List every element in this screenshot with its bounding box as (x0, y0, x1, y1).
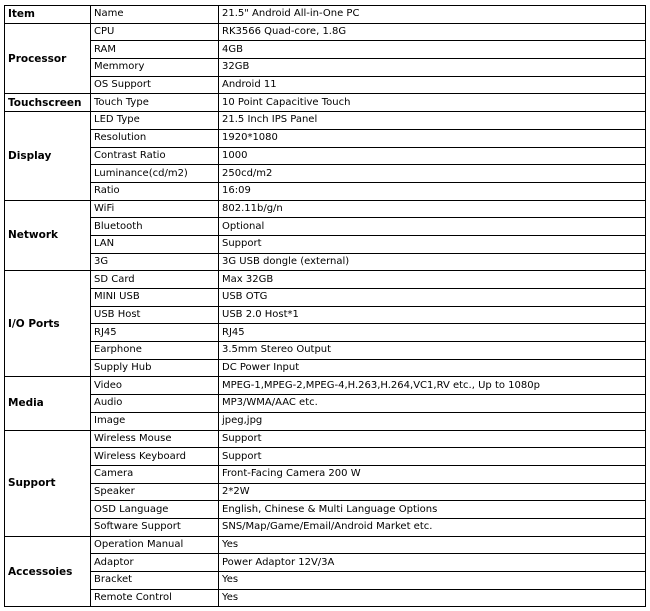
spec-label-cell: 3G (91, 253, 219, 271)
spec-label-cell: Image (91, 412, 219, 430)
table-row (5, 76, 646, 94)
spec-value-cell: 4GB (219, 41, 646, 59)
spec-value-cell: RK3566 Quad-core, 1.8G (219, 23, 646, 41)
table-row (5, 235, 646, 253)
spec-value-cell: 21.5 Inch IPS Panel (219, 112, 646, 130)
spec-label-cell: Operation Manual (91, 536, 219, 554)
spec-value-cell: Yes (219, 572, 646, 590)
spec-label-cell: Bracket (91, 572, 219, 590)
spec-value-cell: MPEG-1,MPEG-2,MPEG-4,H.263,H.264,VC1,RV etc., Up to 1080p (219, 377, 646, 395)
table-row (5, 412, 646, 430)
spec-value-cell: RJ45 (219, 324, 646, 342)
table-row (5, 23, 646, 41)
spec-value-cell: MP3/WMA/AAC etc. (219, 395, 646, 413)
table-row (5, 377, 646, 395)
spec-value-cell: 250cd/m2 (219, 165, 646, 183)
spec-label-cell: Speaker (91, 483, 219, 501)
group-name-cell: Touchscreen (5, 94, 91, 112)
group-name-cell: Accessoies (5, 536, 91, 607)
table-row (5, 483, 646, 501)
spec-label-cell: Bluetooth (91, 218, 219, 236)
table-row (5, 59, 646, 77)
spec-value-cell: USB OTG (219, 289, 646, 307)
group-name-cell: Support (5, 430, 91, 536)
spec-label-cell: Supply Hub (91, 359, 219, 377)
spec-label-cell: RAM (91, 41, 219, 59)
table-row (5, 342, 646, 360)
spec-value-cell: 16:09 (219, 182, 646, 200)
table-row (5, 112, 646, 130)
spec-value-cell: jpeg,jpg (219, 412, 646, 430)
spec-value-cell: 2*2W (219, 483, 646, 501)
spec-value-cell: 1920*1080 (219, 129, 646, 147)
spec-value-cell: Front-Facing Camera 200 W (219, 465, 646, 483)
spec-value-cell: 10 Point Capacitive Touch (219, 94, 646, 112)
table-row (5, 306, 646, 324)
spec-label-cell: OSD Language (91, 501, 219, 519)
table-row (5, 448, 646, 466)
spec-label-cell: Video (91, 377, 219, 395)
table-row (5, 129, 646, 147)
table-row (5, 165, 646, 183)
spec-label-cell: Contrast Ratio (91, 147, 219, 165)
table-row (5, 147, 646, 165)
spec-label-cell: Wireless Mouse (91, 430, 219, 448)
name-label-cell: Name (91, 6, 219, 24)
table-row (5, 41, 646, 59)
spec-value-cell: Support (219, 235, 646, 253)
header-row (5, 6, 646, 24)
table-row (5, 218, 646, 236)
spec-value-cell: 3G USB dongle (external) (219, 253, 646, 271)
spec-value-cell: Android 11 (219, 76, 646, 94)
group-name-cell: Media (5, 377, 91, 430)
table-row (5, 518, 646, 536)
spec-value-cell: English, Chinese & Multi Language Options (219, 501, 646, 519)
spec-value-cell: 32GB (219, 59, 646, 77)
table-row (5, 271, 646, 289)
table-row (5, 359, 646, 377)
spec-label-cell: MINI USB (91, 289, 219, 307)
spec-value-cell: Max 32GB (219, 271, 646, 289)
group-name-cell: Network (5, 200, 91, 271)
spec-value-cell: Power Adaptor 12V/3A (219, 554, 646, 572)
table-row (5, 182, 646, 200)
spec-table-body (5, 6, 646, 607)
spec-value-cell: USB 2.0 Host*1 (219, 306, 646, 324)
spec-label-cell: Ratio (91, 182, 219, 200)
spec-value-cell: Yes (219, 589, 646, 607)
spec-label-cell: Memmory (91, 59, 219, 77)
table-row (5, 253, 646, 271)
spec-label-cell: Resolution (91, 129, 219, 147)
spec-label-cell: LED Type (91, 112, 219, 130)
spec-label-cell: Earphone (91, 342, 219, 360)
spec-table (4, 5, 646, 607)
spec-label-cell: Touch Type (91, 94, 219, 112)
spec-value-cell: Optional (219, 218, 646, 236)
table-row (5, 589, 646, 607)
table-row (5, 324, 646, 342)
spec-value-cell: SNS/Map/Game/Email/Android Market etc. (219, 518, 646, 536)
spec-value-cell: 3.5mm Stereo Output (219, 342, 646, 360)
group-name-cell: Processor (5, 23, 91, 94)
spec-label-cell: WiFi (91, 200, 219, 218)
table-row (5, 430, 646, 448)
spec-value-cell: Support (219, 430, 646, 448)
spec-label-cell: Software Support (91, 518, 219, 536)
spec-label-cell: Adaptor (91, 554, 219, 572)
spec-label-cell: USB Host (91, 306, 219, 324)
spec-label-cell: RJ45 (91, 324, 219, 342)
table-row (5, 289, 646, 307)
spec-label-cell: LAN (91, 235, 219, 253)
spec-label-cell: SD Card (91, 271, 219, 289)
table-row (5, 94, 646, 112)
table-row (5, 200, 646, 218)
product-name-cell: 21.5" Android All-in-One PC (219, 6, 646, 24)
spec-label-cell: Remote Control (91, 589, 219, 607)
spec-label-cell: Wireless Keyboard (91, 448, 219, 466)
group-name-cell: I/O Ports (5, 271, 91, 377)
table-row (5, 395, 646, 413)
table-row (5, 465, 646, 483)
spec-label-cell: Audio (91, 395, 219, 413)
spec-value-cell: Yes (219, 536, 646, 554)
spec-value-cell: 802.11b/g/n (219, 200, 646, 218)
spec-label-cell: Camera (91, 465, 219, 483)
spec-label-cell: CPU (91, 23, 219, 41)
spec-value-cell: Support (219, 448, 646, 466)
table-row (5, 501, 646, 519)
table-row (5, 554, 646, 572)
spec-label-cell: OS Support (91, 76, 219, 94)
table-row (5, 536, 646, 554)
item-header-cell: Item (5, 6, 91, 24)
table-row (5, 572, 646, 590)
spec-label-cell: Luminance(cd/m2) (91, 165, 219, 183)
spec-value-cell: 1000 (219, 147, 646, 165)
spec-value-cell: DC Power Input (219, 359, 646, 377)
group-name-cell: Display (5, 112, 91, 200)
